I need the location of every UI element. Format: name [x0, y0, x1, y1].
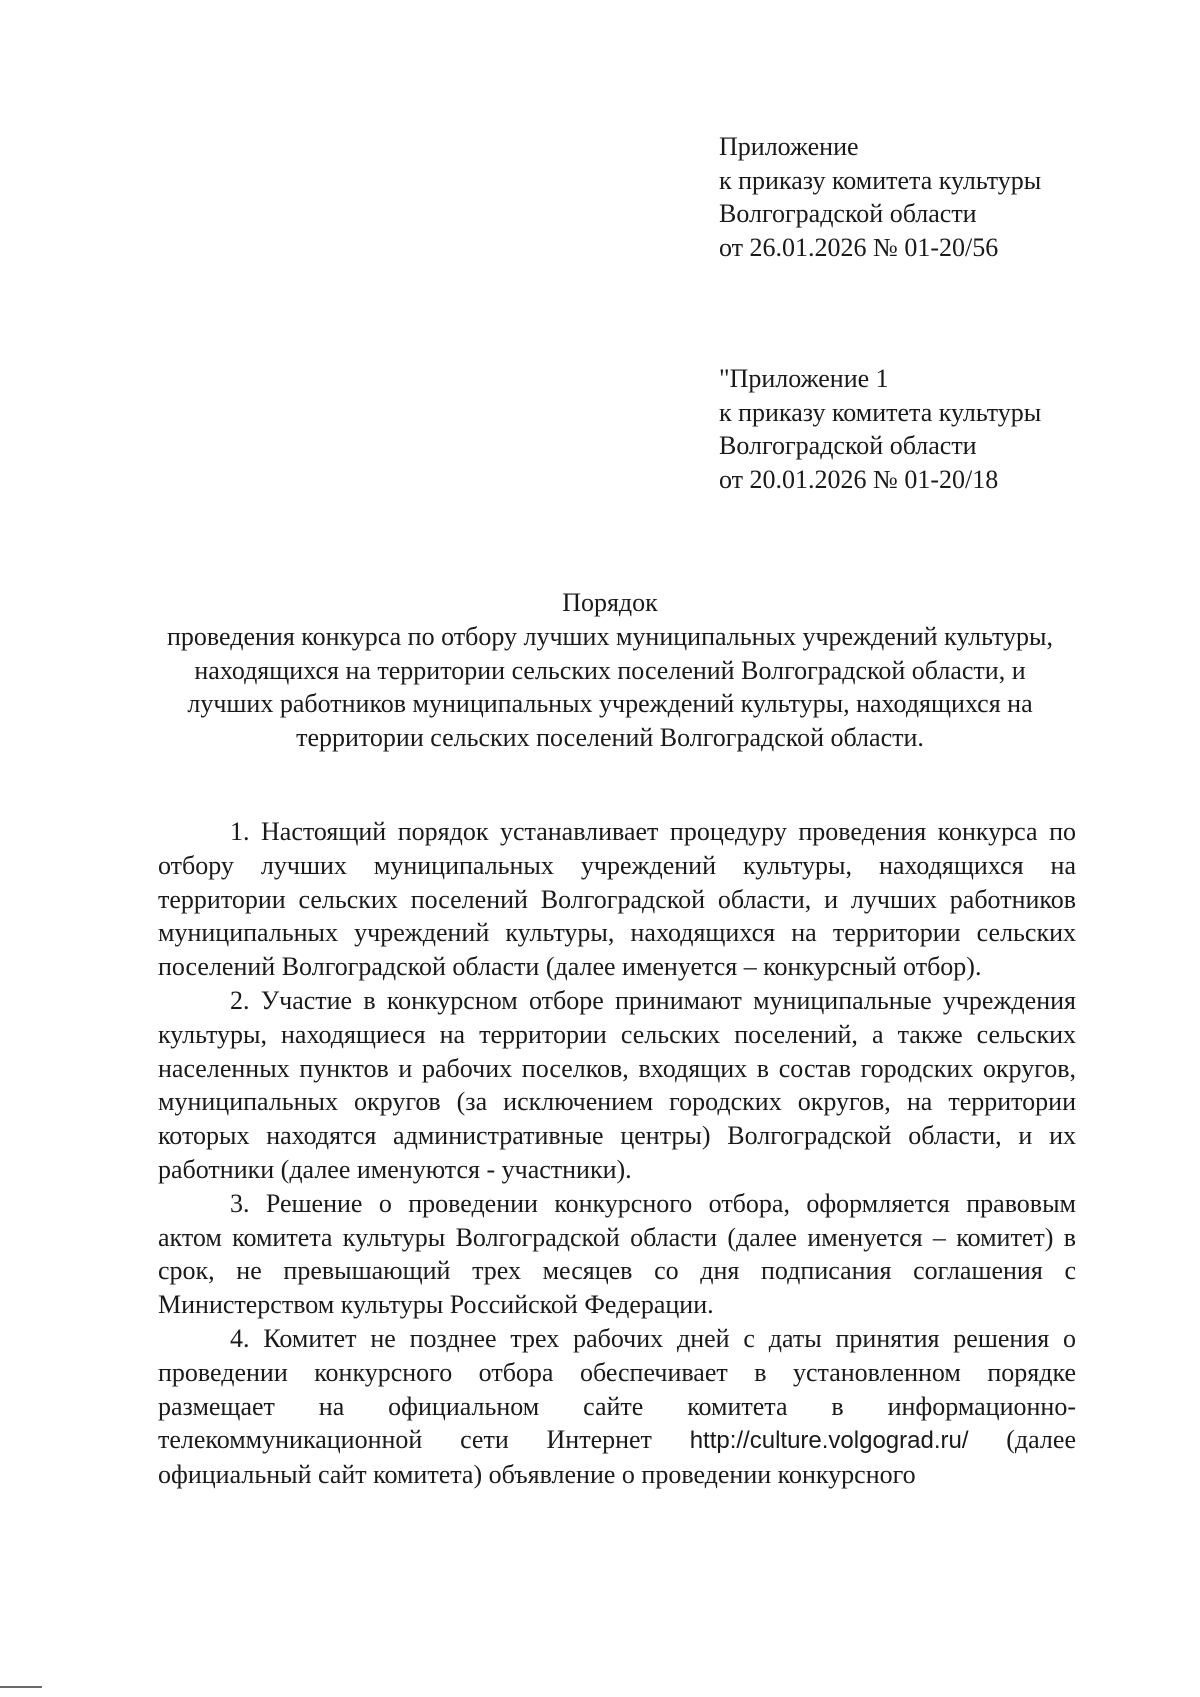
appendix-1-header-region: Волгоградской области	[719, 431, 977, 461]
document-body	[158, 815, 1076, 1492]
document-subtitle: проведения конкурса по отбору лучших муниципальных учреждений культуры, находящихся на территории сельских поселений Волгоградской области, и лучших работников муниципальных учреждений культуры, находящихся на территории сельских поселений Волгоградской области.	[166, 621, 1054, 753]
paragraph-2: 2. Участие в конкурсном отборе принимают муниципальные учреждения культуры, находящиеся на территории сельских поселений, а также сельских населенных пунктов и рабочих поселков, входящих в состав городских округов, муниципальных округов (за исключением городских округов, на территории которых находятся административные центры) Волгоградской области, и их работники (далее именуются - участники).	[158, 985, 1076, 1184]
appendix-1-header	[719, 362, 1149, 497]
appendix-header-order: к приказу комитета культуры	[719, 165, 1042, 195]
appendix-header-region: Волгоградской области	[719, 199, 977, 229]
paragraph-4-start: 4. Комитет не позднее трех рабочих дней с даты принятия решения о проведении конкурсного отбора обеспечивает в установленном порядке размещает на официальном сайте комитета в информационно-телекоммуникационной сети Интернет	[158, 1323, 1076, 1455]
scan-edge-mark	[0, 1686, 42, 1688]
appendix-1-header-title: "Приложение 1	[719, 364, 889, 393]
appendix-1-header-order: к приказу комитета культуры	[719, 397, 1042, 427]
appendix-header-title: Приложение	[719, 132, 859, 161]
paragraph-1: 1. Настоящий порядок устанавливает процедуру проведения конкурса по отбору лучших муниципальных учреждений культуры, находящихся на территории сельских поселений Волгоградской области, и лучших работников муниципальных учреждений культуры, находящихся на территории сельских поселений Волгоградской области (далее именуется – конкурсный отбор).	[158, 817, 1076, 982]
document-heading: Порядок	[562, 588, 658, 617]
appendix-1-header-date: от 20.01.2026 № 01-20/18	[719, 465, 999, 495]
document-title	[150, 586, 1070, 755]
paragraph-4-end: (далее официальный сайт комитета) объявление о проведении конкурсного	[158, 1425, 1076, 1490]
paragraph-4	[158, 1322, 1076, 1492]
paragraph-3: 3. Решение о проведении конкурсного отбора, оформляется правовым актом комитета культуры Волгоградской области (далее именуется – комитет) в срок, не превышающий трех месяцев со дня подписания соглашения с Министерством культуры Российской Федерации.	[158, 1188, 1076, 1320]
appendix-header-date: от 26.01.2026 № 01-20/56	[719, 233, 999, 263]
culture-site-link[interactable]: http://culture.volgograd.ru/	[689, 1427, 969, 1455]
appendix-header	[719, 130, 1149, 265]
